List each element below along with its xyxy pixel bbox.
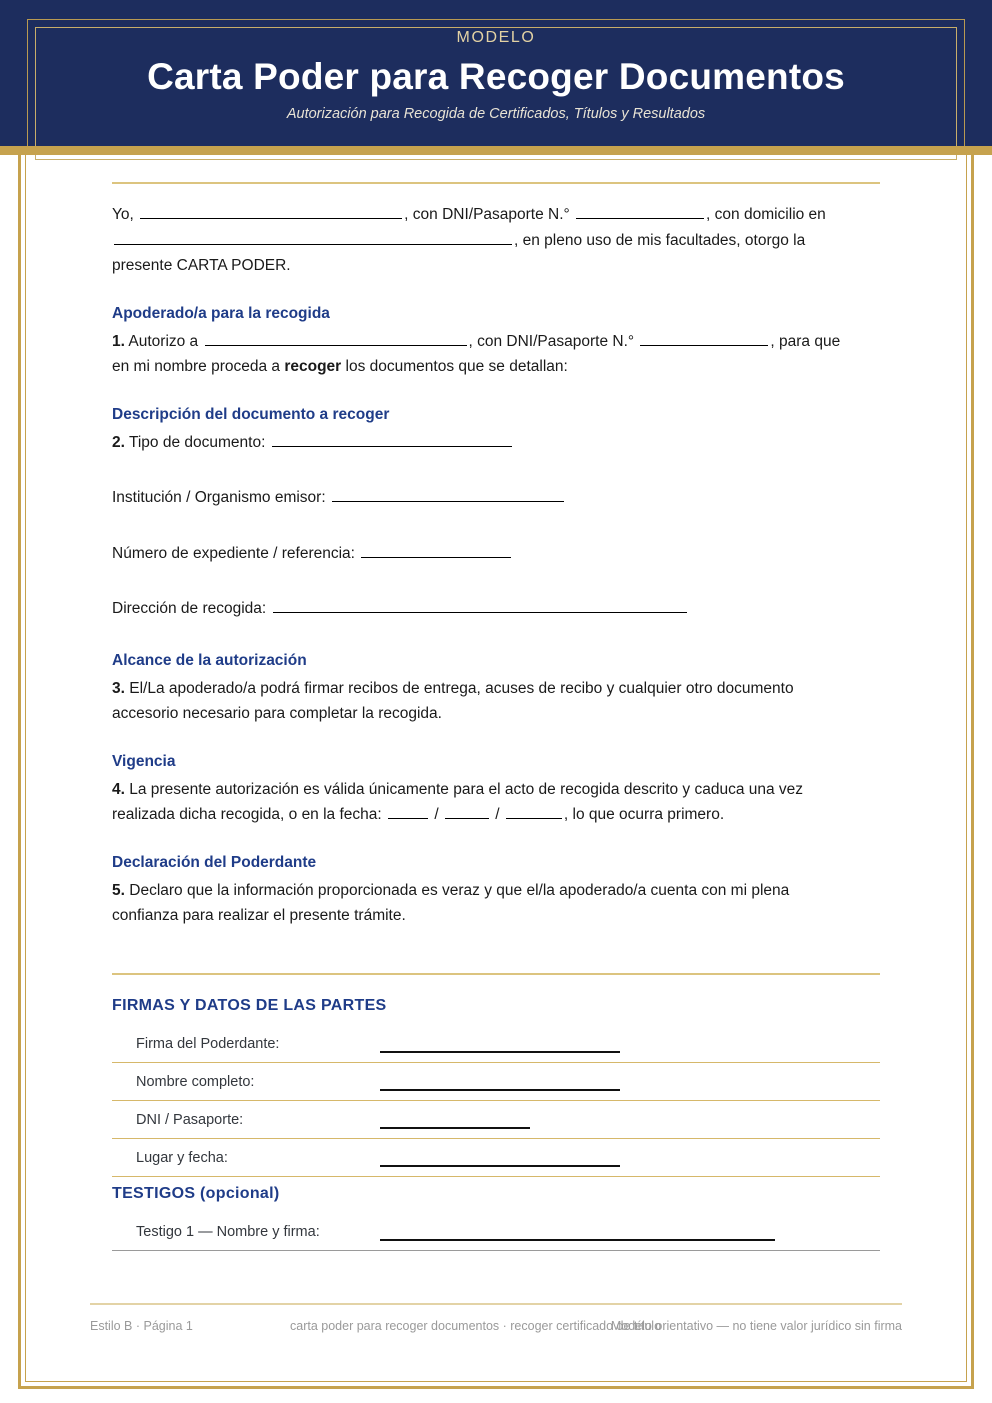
signature-label: Firma del Poderdante:: [136, 1035, 280, 1052]
blank-direccion-recogida[interactable]: [273, 598, 687, 613]
clause-1: [112, 329, 880, 380]
heading-vigencia: Vigencia: [112, 752, 176, 770]
clause-5: [112, 878, 880, 929]
clause-5-line1: Declaro que la información proporcionada es veraz y que el/la apoderado/a cuenta con mi plena: [129, 881, 790, 899]
clause-1-text-c: , para que: [770, 332, 841, 350]
signature-line-wrap[interactable]: [362, 1147, 880, 1169]
signature-row: [112, 1071, 880, 1101]
signature-label: Nombre completo:: [136, 1073, 255, 1090]
intro-text-a: Yo,: [112, 206, 134, 223]
signature-write-line[interactable]: [380, 1051, 620, 1053]
label-institucion: Institución / Organismo emisor:: [112, 489, 326, 506]
witness-write-line[interactable]: [380, 1239, 775, 1241]
blank-fecha-anio[interactable]: [506, 804, 562, 819]
signature-line-wrap[interactable]: [362, 1071, 880, 1093]
body-top-rule: [112, 182, 880, 184]
clause-3-line2: accesorio necesario para completar la recogida.: [112, 705, 442, 722]
signatures-top-rule: [112, 973, 880, 975]
clause-4-line1: La presente autorización es válida únicamente para el acto de recogida descrito y caduca una vez: [129, 780, 804, 798]
header-subtitle: Autorización para Recogida de Certificados, Títulos y Resultados: [286, 106, 706, 122]
clause-1-text-d: en mi nombre proceda a: [112, 358, 281, 375]
signature-label: DNI / Pasaporte:: [136, 1111, 244, 1128]
header-gold-rule: [0, 146, 992, 155]
signature-label: Lugar y fecha:: [136, 1149, 228, 1166]
footer-rule: [90, 1303, 902, 1305]
page-title: Carta Poder para Recoger Documentos: [147, 56, 845, 97]
clause-4-number: 4.: [112, 780, 125, 798]
clause-1-emphasis: recoger: [284, 358, 342, 375]
footer-middle-text: carta poder para recoger documentos · recoger certificado de título: [290, 1319, 662, 1333]
footer-content: [90, 1319, 902, 1337]
intro-text-d: , en pleno uso de mis facultades, otorgo la: [514, 231, 806, 249]
clause-1-text-a: Autorizo a: [128, 332, 199, 350]
label-direccion-recogida: Dirección de recogida:: [112, 600, 267, 617]
document-body: [112, 182, 880, 1259]
field-direccion-recogida: [112, 596, 880, 622]
intro-text-e: presente CARTA PODER.: [112, 257, 291, 274]
signature-write-line[interactable]: [380, 1089, 620, 1091]
clause-3-number: 3.: [112, 679, 125, 697]
clause-3-line1: El/La apoderado/a podrá firmar recibos de entrega, acuses de recibo y cualquier otro documento: [129, 679, 794, 697]
blank-fecha-dia[interactable]: [388, 804, 428, 819]
witness-label: Testigo 1 — Nombre y firma:: [136, 1223, 320, 1240]
witness-line-wrap[interactable]: [362, 1221, 880, 1243]
intro-text-c: , con domicilio en: [706, 206, 826, 223]
heading-apoderado: Apoderado/a para la recogida: [112, 304, 330, 322]
signature-write-line[interactable]: [380, 1127, 530, 1129]
clause-1-number: 1.: [112, 332, 125, 350]
clause-4: [112, 777, 880, 828]
heading-firmas: FIRMAS Y DATOS DE LAS PARTES: [112, 996, 387, 1014]
signature-line-wrap[interactable]: [362, 1109, 880, 1131]
heading-testigos: TESTIGOS (opcional): [112, 1184, 280, 1202]
clause-5-number: 5.: [112, 881, 125, 899]
signature-write-line[interactable]: [380, 1165, 620, 1167]
fecha-sep-1: /: [434, 806, 439, 823]
footer-right-text: Modelo orientativo — no tiene valor jurídico sin firma: [610, 1319, 902, 1333]
blank-fecha-mes[interactable]: [445, 804, 489, 819]
field-tipo-documento: [112, 430, 880, 456]
clause-3: [112, 676, 880, 727]
blank-institucion[interactable]: [332, 487, 564, 502]
footer-left-text: Estilo B · Página 1: [90, 1319, 193, 1333]
heading-declaracion: Declaración del Poderdante: [112, 853, 317, 871]
label-tipo-documento: Tipo de documento:: [128, 433, 266, 451]
field-expediente: [112, 541, 880, 567]
signature-row: [112, 1109, 880, 1139]
document-header: [0, 0, 992, 146]
blank-poderdante-nombre[interactable]: [140, 204, 402, 219]
clause-4-line2-a: realizada dicha recogida, o en la fecha:: [112, 806, 382, 823]
signature-line-wrap[interactable]: [362, 1033, 880, 1055]
heading-alcance: Alcance de la autorización: [112, 651, 307, 669]
clause-1-text-f: los documentos que se detallan:: [345, 358, 568, 375]
witness-row: [112, 1221, 880, 1251]
blank-poderdante-dni[interactable]: [576, 204, 704, 219]
signature-row: [112, 1147, 880, 1177]
clause-1-text-b: , con DNI/Pasaporte N.°: [468, 332, 635, 350]
fecha-sep-2: /: [495, 806, 500, 823]
clause-2-number: 2.: [112, 433, 125, 451]
intro-paragraph: [112, 202, 880, 279]
label-expediente: Número de expediente / referencia:: [112, 544, 355, 562]
blank-tipo-documento[interactable]: [272, 432, 512, 447]
blank-poderdante-domicilio[interactable]: [114, 230, 512, 245]
document-footer: [90, 1303, 902, 1337]
clause-4-line2-b: , lo que ocurra primero.: [563, 806, 725, 823]
heading-descripcion: Descripción del documento a recoger: [112, 405, 390, 423]
blank-expediente[interactable]: [361, 543, 511, 558]
blank-apoderado-dni[interactable]: [640, 331, 768, 346]
field-institucion: [112, 485, 880, 511]
intro-text-b: , con DNI/Pasaporte N.°: [404, 206, 570, 223]
clause-5-line2: confianza para realizar el presente trámite.: [112, 907, 406, 924]
blank-apoderado-nombre[interactable]: [205, 331, 467, 346]
signature-row: [112, 1033, 880, 1063]
header-kicker: MODELO: [456, 29, 536, 46]
